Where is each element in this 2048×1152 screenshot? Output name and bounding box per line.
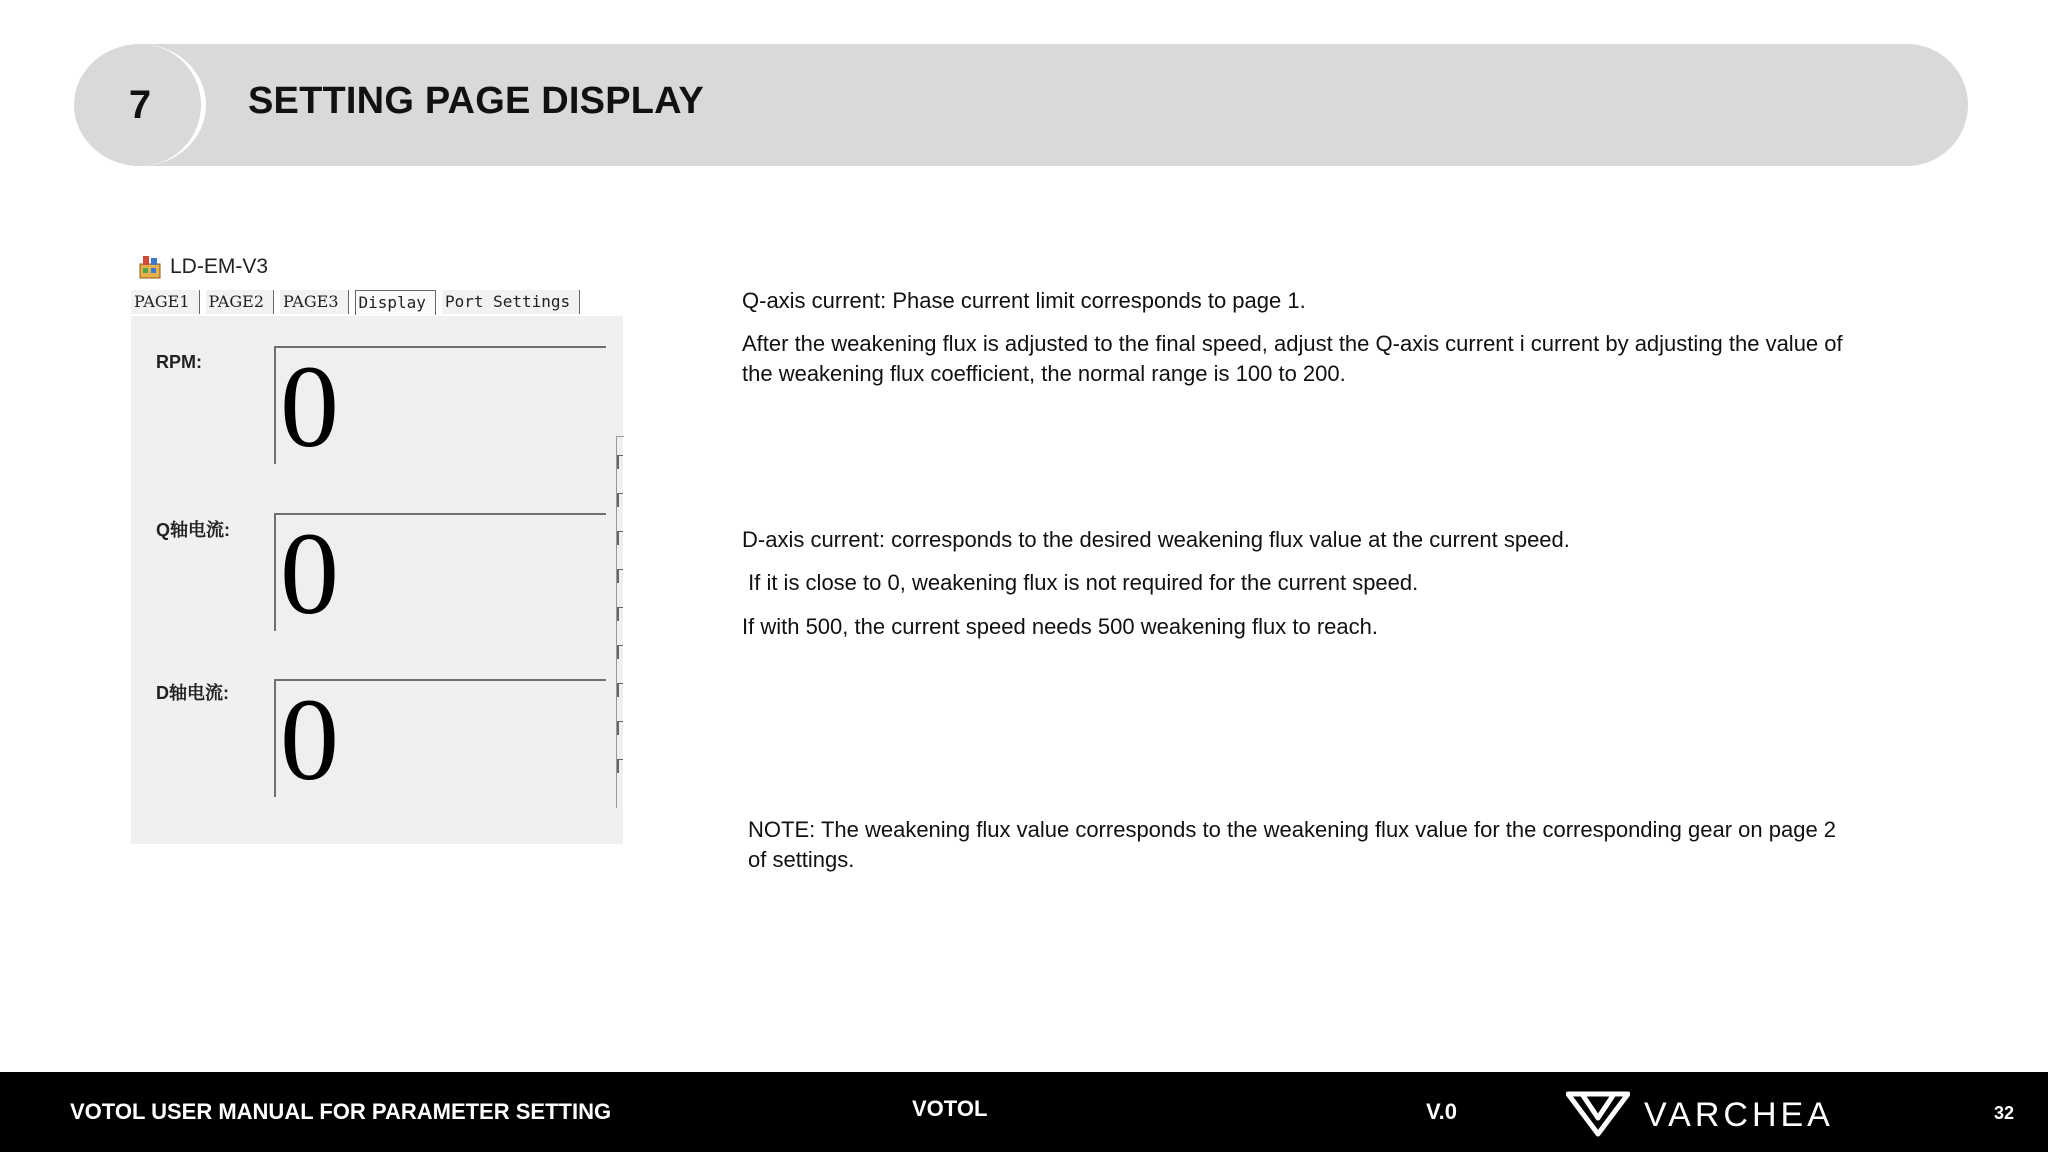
edge-tick bbox=[617, 759, 623, 773]
edge-tick bbox=[617, 645, 623, 659]
section-number: 7 bbox=[128, 83, 152, 127]
tab-display[interactable]: Display bbox=[355, 290, 436, 315]
d-axis-current-readout bbox=[274, 674, 606, 805]
edge-tick bbox=[617, 721, 623, 735]
tab-bar bbox=[131, 290, 586, 316]
note-text: NOTE: The weakening flux value corresponds to the weakening flux value for the corresponding gear on page 2 of settings. bbox=[748, 817, 1837, 872]
display-panel bbox=[131, 316, 623, 844]
tab-port-settings[interactable]: Port Settings bbox=[442, 290, 580, 314]
page-number: 32 bbox=[1994, 1103, 2015, 1123]
app-icon bbox=[138, 254, 162, 280]
q-axis-current-value: 0 bbox=[280, 508, 339, 639]
edge-tick bbox=[617, 607, 623, 621]
q-axis-description: Q-axis current: Phase current limit corresponds to page 1. bbox=[742, 288, 1306, 313]
d-axis-zero-text: If it is close to 0, weakening flux is not required for the current speed. bbox=[742, 570, 1419, 595]
page-title: SETTING PAGE DISPLAY bbox=[248, 80, 704, 122]
edge-tick bbox=[617, 569, 623, 583]
d-axis-current-value: 0 bbox=[280, 674, 339, 805]
edge-tick bbox=[617, 531, 623, 545]
d-axis-description: D-axis current: corresponds to the desired weakening flux value at the current speed. bbox=[742, 527, 1570, 552]
app-window-title-bar bbox=[138, 252, 268, 282]
panel-scroll-edge bbox=[616, 436, 624, 808]
tab-page1[interactable]: PAGE1 bbox=[131, 290, 200, 314]
q-axis-current-label: Q轴电流: bbox=[156, 520, 230, 540]
footer-brand: VOTOL bbox=[912, 1096, 988, 1121]
rpm-label: RPM: bbox=[156, 352, 202, 372]
tab-page3[interactable]: PAGE3 bbox=[280, 290, 349, 314]
logo-text: VARCHEA bbox=[1644, 1096, 1834, 1134]
app-window-title: LD-EM-V3 bbox=[170, 255, 269, 278]
q-axis-adjustment-text: After the weakening flux is adjusted to the final speed, adjust the Q-axis current i current by adjusting the value of the weakening flux coefficient, the normal range is 100 to 200. bbox=[742, 331, 1843, 386]
rpm-value: 0 bbox=[280, 341, 339, 472]
footer-manual-title: VOTOL USER MANUAL FOR PARAMETER SETTING bbox=[70, 1099, 612, 1124]
footer-version: V.0 bbox=[1426, 1099, 1458, 1124]
q-axis-current-readout bbox=[274, 508, 606, 639]
tab-page2[interactable]: PAGE2 bbox=[206, 290, 275, 314]
d-axis-current-label: D轴电流: bbox=[156, 683, 229, 703]
d-axis-500-text: If with 500, the current speed needs 500 weakening flux to reach. bbox=[742, 614, 1378, 639]
edge-tick bbox=[617, 455, 623, 469]
rpm-readout bbox=[274, 341, 606, 472]
edge-tick bbox=[617, 493, 623, 507]
edge-tick bbox=[617, 683, 623, 697]
diamond-logo-icon bbox=[1566, 1088, 1630, 1143]
varchea-logo bbox=[1566, 1088, 1834, 1143]
